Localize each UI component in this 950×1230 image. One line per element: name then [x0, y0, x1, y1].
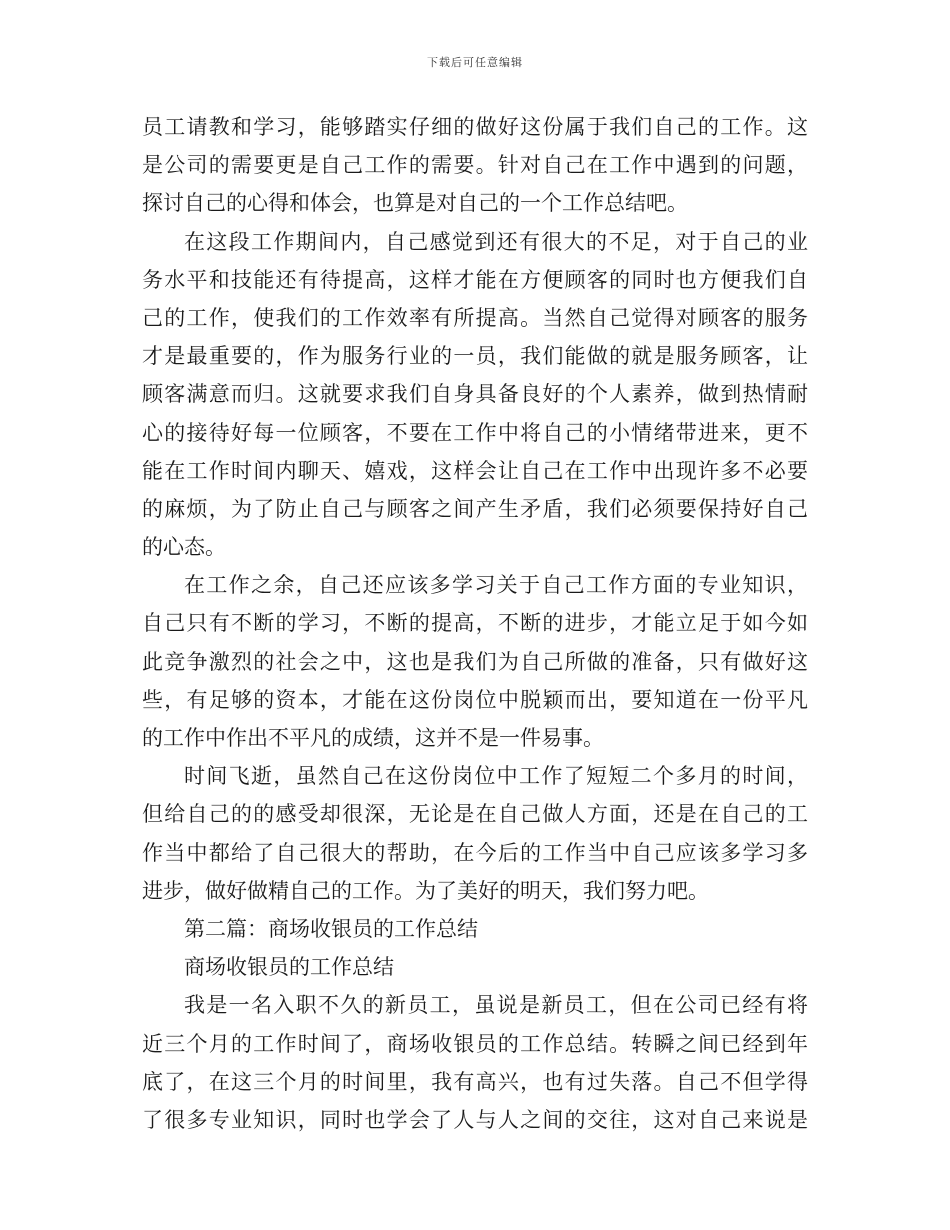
text-line: 在工作之余，自己还应该多学习关于自己工作方面的专业知识， — [184, 573, 808, 598]
text-line: 能在工作时间内聊天、嬉戏，这样会让自己在工作中出现许多不必要 — [142, 458, 808, 483]
text-line: 是公司的需要更是自己工作的需要。针对自己在工作中遇到的问题， — [142, 153, 808, 178]
text-line: 第二篇：商场收银员的工作总结 — [184, 916, 478, 941]
text-line: 员工请教和学习，能够踏实仔细的做好这份属于我们自己的工作。这 — [142, 115, 808, 139]
text-line: 底了，在这三个月的时间里，我有高兴，也有过失落。自己不但学得 — [142, 1069, 808, 1094]
text-line: 近三个月的工作时间了，商场收银员的工作总结。转瞬之间已经到年 — [142, 1031, 808, 1056]
text-line: 己的工作，使我们的工作效率有所提高。当然自己觉得对顾客的服务 — [142, 305, 808, 330]
text-line: 的麻烦，为了防止自己与顾客之间产生矛盾，我们必须要保持好自己 — [142, 496, 808, 521]
text-line: 在这段工作期间内，自己感觉到还有很大的不足，对于自己的业 — [184, 229, 808, 254]
text-line: 心的接待好每一位顾客，不要在工作中将自己的小情绪带进来，更不 — [142, 420, 808, 445]
text-line: 务水平和技能还有待提高，这样才能在方便顾客的同时也方便我们自 — [142, 267, 808, 292]
document-body — [142, 108, 808, 1139]
text-line: 了很多专业知识，同时也学会了人与人之间的交往，这对自己来说是 — [142, 1107, 808, 1132]
text-line: 我是一名入职不久的新员工，虽说是新员工，但在公司已经有将 — [184, 993, 808, 1018]
text-line: 的工作中作出不平凡的成绩，这并不是一件易事。 — [142, 726, 604, 750]
text-line: 的心态。 — [142, 535, 226, 560]
text-line: 才是最重要的，作为服务行业的一员，我们能做的就是服务顾客，让 — [142, 344, 808, 369]
text-line: 探讨自己的心得和体会，也算是对自己的一个工作总结吧。 — [142, 191, 688, 216]
text-line: 但给自己的的感受却很深，无论是在自己做人方面，还是在自己的工 — [142, 802, 808, 827]
text-line: 此竞争激烈的社会之中，这也是我们为自己所做的准备，只有做好这 — [142, 649, 808, 674]
text-line: 自己只有不断的学习，不断的提高，不断的进步，才能立足于如今如 — [142, 611, 808, 636]
text-line: 作当中都给了自己很大的帮助，在今后的工作当中自己应该多学习多 — [142, 840, 808, 865]
page-header: 下载后可任意编辑 — [427, 56, 523, 69]
text-line: 时间飞逝，虽然自己在这份岗位中工作了短短二个多月的时间， — [184, 764, 808, 789]
text-line: 顾客满意而归。这就要求我们自身具备良好的个人素养，做到热情耐 — [142, 382, 808, 407]
text-line: 进步，做好做精自己的工作。为了美好的明天，我们努力吧。 — [142, 878, 709, 903]
text-line: 些，有足够的资本，才能在这份岗位中脱颖而出，要知道在一份平凡 — [142, 687, 808, 712]
text-line: 商场收银员的工作总结 — [184, 955, 394, 980]
